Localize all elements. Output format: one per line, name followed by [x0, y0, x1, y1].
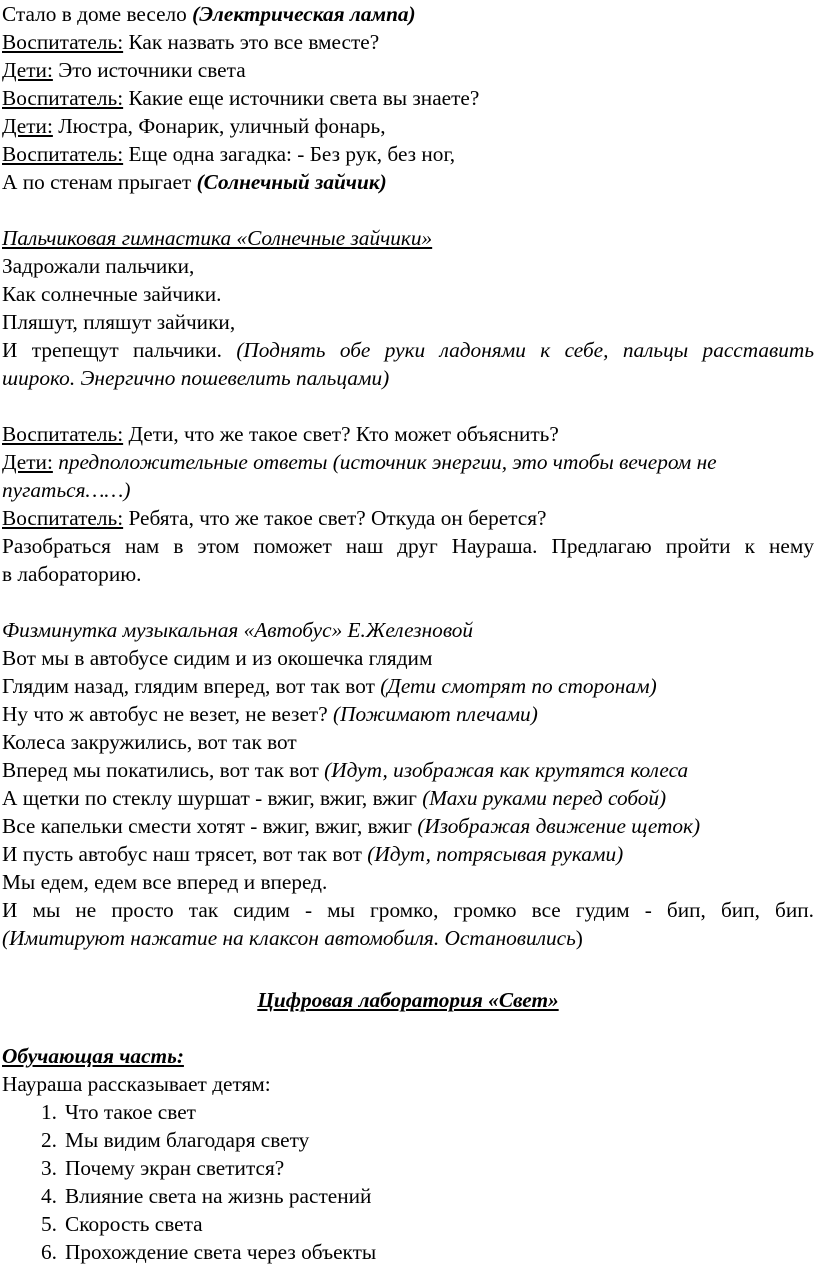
- poem-line: Как солнечные зайчики.: [2, 282, 222, 306]
- stage-direction: (Поднять обе руки ладонями к себе, пальцы расставить: [236, 338, 815, 362]
- riddle-line: [2, 168, 387, 196]
- riddle-answer: (Электрическая лампа): [192, 2, 416, 26]
- song-line: Колеса закружились, вот так вот: [2, 730, 297, 754]
- speaker-label: Воспитатель:: [2, 86, 124, 110]
- dialog-line: [2, 112, 386, 140]
- list-text: Почему экран светится?: [65, 1156, 285, 1180]
- dialog-line: [2, 56, 246, 84]
- dialog-line: [2, 504, 546, 532]
- lab-intro: Наураша рассказывает детям:: [2, 1072, 271, 1096]
- speaker-label: Дети:: [2, 450, 53, 474]
- paragraph-line: в лабораторию.: [2, 562, 142, 586]
- stage-direction: (Изображая движение щеток): [417, 814, 701, 838]
- physminute-title: Физминутка музыкальная «Автобус» Е.Железновой: [2, 618, 474, 642]
- list-number: 2.: [41, 1128, 57, 1152]
- stage-direction: предположительные ответы (источник энергии, это чтобы вечером не: [52, 450, 717, 474]
- speech-text: Как назвать это все вместе?: [123, 30, 380, 54]
- list-item: [2, 1238, 376, 1266]
- list-number: 4.: [41, 1184, 57, 1208]
- list-item: [2, 1154, 284, 1182]
- speech-text: Люстра, Фонарик, уличный фонарь,: [52, 114, 386, 138]
- list-text: Влияние света на жизнь растений: [65, 1184, 372, 1208]
- dialog-line: [2, 448, 717, 476]
- speech-text: Еще одна загадка: - Без рук, без ног,: [123, 142, 456, 166]
- speech-text: Какие еще источники света вы знаете?: [123, 86, 480, 110]
- list-number: 6.: [41, 1240, 57, 1264]
- stage-direction: (Идут, изображая как крутятся колеса: [324, 758, 689, 782]
- song-line: [2, 784, 666, 812]
- stage-direction: широко. Энергично пошевелить пальцами): [2, 366, 390, 390]
- speaker-label: Дети:: [2, 114, 53, 138]
- speech-text: Это источники света: [52, 58, 246, 82]
- speech-text: Дети, что же такое свет? Кто может объяснить?: [123, 422, 559, 446]
- list-text: Прохождение света через объекты: [65, 1240, 377, 1264]
- paragraph-line: Разобраться нам в этом поможет наш друг Наураша. Предлагаю пройти к нему: [2, 534, 814, 558]
- speaker-label: Воспитатель:: [2, 30, 124, 54]
- song-line: [2, 812, 700, 840]
- speech-text: Ребята, что же такое свет? Откуда он берется?: [123, 506, 547, 530]
- speaker-label: Воспитатель:: [2, 506, 124, 530]
- song-text: Вперед мы покатились, вот так вот: [2, 758, 325, 782]
- list-number: 3.: [41, 1156, 57, 1180]
- song-line: [2, 672, 657, 700]
- riddle-line: [2, 0, 416, 28]
- song-line: [2, 840, 623, 868]
- stage-direction: (Идут, потрясывая руками): [367, 842, 624, 866]
- dialog-line: [2, 420, 559, 448]
- list-number: 5.: [41, 1212, 57, 1236]
- list-number: 1.: [41, 1100, 57, 1124]
- list-text: Что такое свет: [65, 1100, 196, 1124]
- stage-direction: (Махи руками перед собой): [422, 786, 667, 810]
- list-item: [2, 1210, 203, 1238]
- dialog-line: [2, 28, 379, 56]
- song-line: [2, 756, 688, 784]
- poem-line: Задрожали пальчики,: [2, 254, 195, 278]
- list-item: [2, 1098, 196, 1126]
- speaker-label: Воспитатель:: [2, 422, 124, 446]
- poem-line: Пляшут, пляшут зайчики,: [2, 310, 236, 334]
- dialog-line: [2, 84, 479, 112]
- song-text: И пусть автобус наш трясет, вот так вот: [2, 842, 368, 866]
- song-line: [2, 700, 538, 728]
- riddle-text: Стало в доме весело: [2, 2, 193, 26]
- lab-subheading: Обучающая часть:: [2, 1044, 184, 1068]
- closing-paren: ): [575, 926, 583, 950]
- speaker-label: Дети:: [2, 58, 53, 82]
- stage-direction: (Дети смотрят по сторонам): [380, 674, 657, 698]
- song-text: А щетки по стеклу шуршат - вжиг, вжиг, вжиг: [2, 786, 423, 810]
- speaker-label: Воспитатель:: [2, 142, 124, 166]
- song-text: Ну что ж автобус не везет, не везет?: [2, 702, 334, 726]
- list-item: [2, 1182, 371, 1210]
- lab-heading: Цифровая лаборатория «Свет»: [257, 988, 559, 1012]
- song-line: [2, 924, 583, 952]
- dialog-line: [2, 140, 455, 168]
- stage-direction: (Пожимают плечами): [333, 702, 538, 726]
- finger-gym-title: Пальчиковая гимнастика «Солнечные зайчики»: [2, 226, 433, 250]
- riddle-answer: (Солнечный зайчик): [196, 170, 387, 194]
- song-text: Глядим назад, глядим вперед, вот так вот: [2, 674, 381, 698]
- song-line: Вот мы в автобусе сидим и из окошечка глядим: [2, 646, 433, 670]
- stage-direction: пугаться……): [2, 478, 131, 502]
- list-item: [2, 1126, 309, 1154]
- song-line: И мы не просто так сидим - мы громко, громко все гудим - бип, бип, бип.: [2, 898, 814, 922]
- list-text: Мы видим благодаря свету: [65, 1128, 310, 1152]
- riddle-text: А по стенам прыгает: [2, 170, 197, 194]
- poem-line: [2, 336, 814, 364]
- list-text: Скорость света: [65, 1212, 203, 1236]
- song-line: Мы едем, едем все вперед и вперед.: [2, 870, 328, 894]
- poem-text: И трепещут пальчики.: [2, 338, 237, 362]
- song-text: Все капельки смести хотят - вжиг, вжиг, вжиг: [2, 814, 418, 838]
- stage-direction: (Имитируют нажатие на клаксон автомобиля. Остановились: [2, 926, 576, 950]
